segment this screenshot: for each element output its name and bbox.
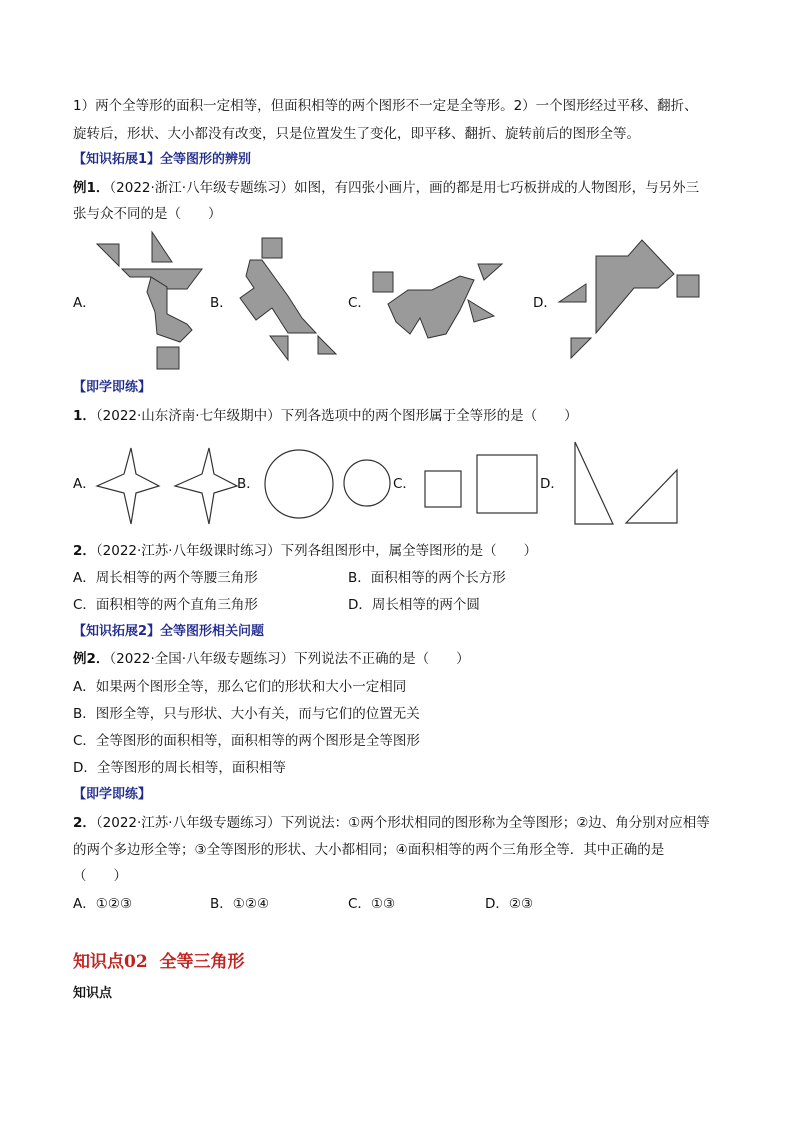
tangram-piece — [677, 275, 699, 297]
extension-2-heading: 【知识拓展2】全等图形相关问题 — [73, 624, 265, 639]
right-triangle-tall — [571, 440, 621, 530]
question-2a-option-d: D．周长相等的两个圆 — [348, 597, 480, 613]
tangram-figure-d — [556, 238, 706, 368]
circle-shape — [344, 460, 390, 506]
question-2b-option-c: C．①③ — [348, 896, 396, 912]
example-1-option-a-label: A． — [73, 295, 96, 311]
four-point-star-2 — [173, 446, 243, 526]
example-2-option-b: B．图形全等，只与形状、大小有关，而与它们的位置无关 — [73, 706, 420, 722]
star-shape — [175, 448, 237, 524]
example-1-option-b-label: B． — [210, 295, 233, 311]
square-large — [476, 454, 540, 518]
section-title: 知识点02 全等三角形 — [73, 952, 245, 972]
tangram-piece — [596, 240, 674, 333]
intro-line-1: 1）两个全等形的面积一定相等，但面积相等的两个图形不一定是全等形。2）一个图形经过平移、翻折、 — [73, 98, 698, 114]
example-2-option-c: C．全等图形的面积相等，面积相等的两个图形是全等图形 — [73, 733, 420, 749]
tangram-piece — [157, 347, 179, 369]
tangram-piece — [559, 284, 586, 302]
tangram-piece — [468, 300, 494, 322]
tangram-piece — [262, 238, 282, 258]
question-2a-option-b: B．面积相等的两个长方形 — [348, 570, 506, 586]
question-1 — [73, 406, 578, 426]
question-2b-line-1 — [73, 813, 710, 833]
example-2 — [73, 649, 470, 669]
question-2b-text: （2022·江苏·八年级专题练习）下列说法：①两个形状相同的图形称为全等图形；②边、角分别对应相等 — [95, 815, 710, 831]
square-shape — [425, 471, 461, 507]
circle-small — [342, 458, 394, 510]
tangram-piece — [240, 260, 316, 333]
example-1-line-1 — [73, 178, 699, 198]
example-1-line-2: 张与众不同的是（ ） — [73, 206, 222, 222]
question-2b-prefix: 2． — [73, 815, 96, 831]
example-1-prefix: 例1． — [73, 180, 110, 196]
question-2b-option-b: B．①②④ — [210, 896, 270, 912]
question-2b-option-a: A．①②③ — [73, 896, 133, 912]
question-2b-line-3: （ ） — [73, 868, 127, 884]
example-2-prefix: 例2． — [73, 651, 110, 667]
star-shape — [97, 448, 159, 524]
example-2-option-d: D．全等图形的周长相等，面积相等 — [73, 760, 286, 776]
tangram-piece — [373, 272, 393, 292]
question-1-text: （2022·山东济南·七年级期中）下列各选项中的两个图形属于全等形的是（ ） — [95, 408, 578, 424]
question-1-option-a-label: A． — [73, 476, 96, 492]
circle-large — [263, 448, 335, 520]
extension-1-heading: 【知识拓展1】全等图形的辨别 — [73, 152, 252, 167]
intro-line-2: 旋转后，形状、大小都没有改变，只是位置发生了变化，即平移、翻折、旋转前后的图形全等。 — [73, 126, 640, 142]
question-2a-option-c: C．面积相等的两个直角三角形 — [73, 597, 258, 613]
example-2-text: （2022·全国·八年级专题练习）下列说法不正确的是（ ） — [109, 651, 470, 667]
question-2a-prefix: 2． — [73, 543, 96, 559]
tangram-piece — [388, 276, 474, 338]
tangram-figure-b — [228, 238, 348, 368]
tangram-figure-c — [370, 262, 510, 352]
question-2b-line-2: 的两个多边形全等；③全等图形的形状、大小都相同；④面积相等的两个三角形全等．其中正确的是 — [73, 842, 665, 858]
question-2a — [73, 541, 537, 561]
triangle-shape — [626, 470, 677, 523]
practice-2-heading: 【即学即练】 — [73, 787, 152, 802]
four-point-star-1 — [95, 446, 165, 526]
example-1-text: （2022·浙江·八年级专题练习）如图，有四张小画片，画的都是用七巧板拼成的人物图形，与另外三 — [109, 180, 700, 196]
question-2b-option-d: D．②③ — [485, 896, 534, 912]
tangram-piece — [97, 244, 119, 266]
example-2-option-a: A．如果两个图形全等，那么它们的形状和大小一定相同 — [73, 679, 407, 695]
example-1-option-c-label: C． — [348, 295, 371, 311]
square-small — [424, 470, 464, 510]
tangram-piece — [270, 336, 288, 360]
practice-1-heading: 【即学即练】 — [73, 380, 152, 395]
question-2a-option-a: A．周长相等的两个等腰三角形 — [73, 570, 258, 586]
question-1-option-c-label: C． — [393, 476, 416, 492]
question-1-option-b-label: B． — [237, 476, 260, 492]
square-shape — [477, 455, 537, 513]
tangram-figure-a — [95, 232, 215, 372]
subsection-label: 知识点 — [73, 986, 113, 1001]
tangram-piece — [318, 336, 336, 354]
tangram-piece — [152, 232, 172, 262]
tangram-piece — [571, 338, 591, 358]
tangram-piece — [478, 264, 502, 280]
right-triangle-short — [624, 468, 684, 528]
circle-shape — [265, 450, 333, 518]
question-1-option-d-label: D． — [540, 476, 564, 492]
question-2a-text: （2022·江苏·八年级课时练习）下列各组图形中，属全等图形的是（ ） — [95, 543, 538, 559]
triangle-shape — [575, 442, 613, 524]
question-1-prefix: 1． — [73, 408, 96, 424]
example-1-option-d-label: D． — [533, 295, 557, 311]
